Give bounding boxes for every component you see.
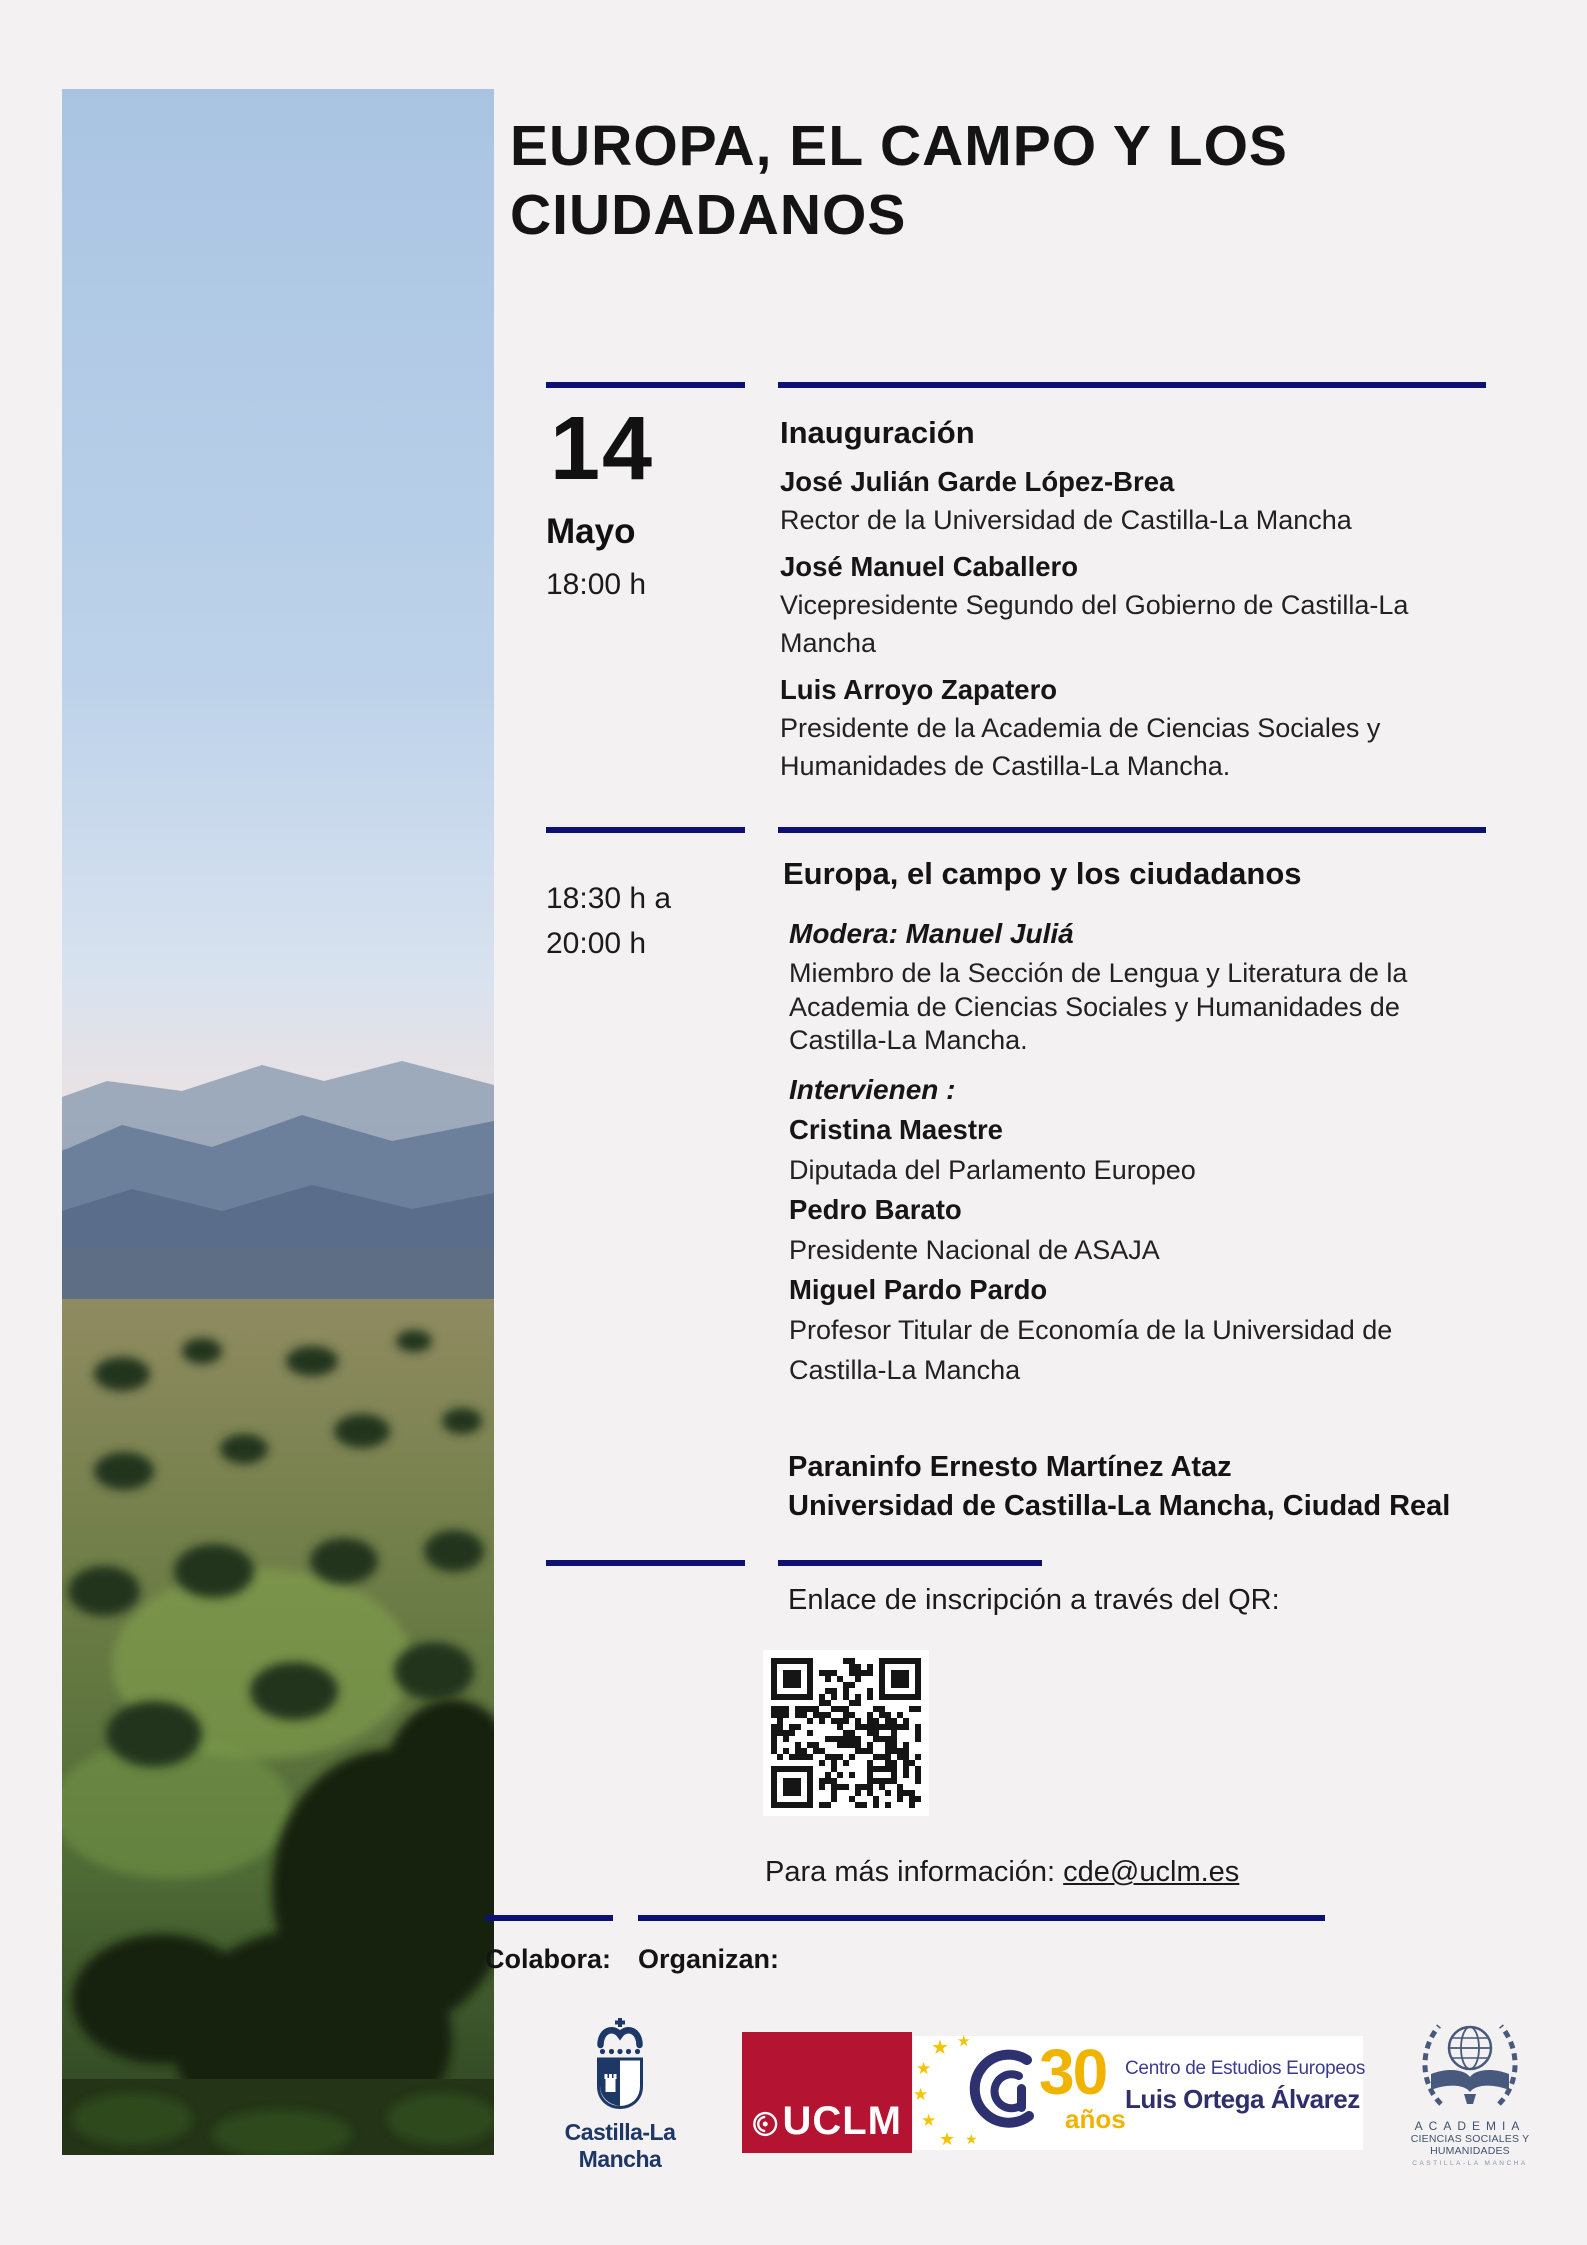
intervene-label: Intervienen : [789,1073,956,1105]
cee-name-line1: Centro de Estudios Europeos [1125,2058,1366,2079]
speaker-name: Miguel Pardo Pardo [789,1273,1048,1305]
landscape-illustration [62,89,494,2155]
moderator-label: Modera: Manuel Juliá [789,918,1074,949]
divider-line [778,382,1486,388]
uclm-logo-text: UCLM [782,2099,902,2143]
uclm-logo [742,2032,912,2153]
qr-code [763,1650,929,1816]
divider-line [638,1915,1325,1921]
cee-name-line2: Luis Ortega Álvarez [1125,2084,1360,2114]
speaker-entry [780,548,1486,662]
clm-emblem-icon [586,2018,654,2110]
castilla-la-mancha-logo [530,2018,710,2173]
speaker-name: Cristina Maestre [789,1113,1003,1145]
divider-line [546,1560,745,1566]
date-block [546,399,756,602]
divider-line [778,1560,1042,1566]
academia-name-line2: CIENCIAS SOCIALES Y HUMANIDADES [1410,2133,1530,2157]
contact-prefix: Para más información: [765,1856,1064,1888]
divider-line [778,827,1486,833]
moderator-block [789,918,1495,1058]
organiza-label: Organizan: [638,1944,780,1974]
divider-line [485,1915,613,1921]
session-heading: Inauguración [780,415,975,450]
academia-name-line1: ACADEMIA [1414,2119,1526,2133]
speaker-entry [789,1190,1495,1270]
venue-line2: Universidad de Castilla-La Mancha, Ciudad Real [788,1490,1451,1522]
eu-star-icon: ★ [916,2059,932,2078]
time-label: 18:00 h [546,568,647,601]
academia-emblem-icon [1409,2012,1531,2112]
speaker-role: Presidente Nacional de ASAJA [789,1234,1160,1265]
venue-block [788,1448,1548,1526]
speaker-role: Presidente de la Academia de Ciencias Sociales y Humanidades de Castilla-La Mancha. [780,713,1381,781]
cee-badge-label: años [1065,2104,1126,2134]
clm-logo-text: Castilla-La Mancha [564,2119,676,2172]
speaker-entry [789,1270,1495,1390]
speaker-name: Luis Arroyo Zapatero [780,674,1058,705]
eu-star-icon: ★ [931,2037,949,2059]
landscape-photo [62,89,494,2155]
eu-star-icon: ★ [957,2033,971,2050]
speaker-name: José Julián Garde López-Brea [780,466,1175,497]
venue-line1: Paraninfo Ernesto Martínez Ataz [788,1451,1232,1483]
contact-line [765,1856,1239,1889]
speaker-name: Pedro Barato [789,1193,962,1225]
speaker-role: Profesor Titular de Economía de la Universidad de Castilla-La Mancha [789,1314,1393,1385]
moderator-description: Miembro de la Sección de Lengua y Literatura de la Academia de Ciencias Sociales y Humanidades de Castilla-La Mancha. [789,958,1408,1055]
divider-line [546,827,745,833]
session-heading: Europa, el campo y los ciudadanos [783,856,1302,891]
speaker-role: Vicepresidente Segundo del Gobierno de Castilla-La Mancha [780,590,1409,658]
eu-star-icon: ★ [939,2129,956,2149]
academia-logo [1375,2012,1565,2167]
uclm-emblem-icon [752,2107,778,2141]
centro-estudios-europeos-logo [913,2033,1366,2150]
cee-text-block [1125,2058,1365,2115]
eu-star-icon: ★ [921,2111,937,2130]
speaker-entry [780,671,1486,785]
page-title: EUROPA, EL CAMPO Y LOS CIUDADANOS [510,114,1288,247]
academia-name-line3: CASTILLA-LA MANCHA [1412,2160,1528,2167]
eu-star-icon: ★ [965,2131,978,2147]
speaker-role: Diputada del Parlamento Europeo [789,1154,1196,1185]
day-number: 14 [550,399,655,499]
speaker-entry [780,463,1486,539]
cee-badge-number: 30 [1039,2036,1107,2108]
speaker-entry [789,1110,1495,1190]
session-roundtable [783,856,1495,1390]
speaker-role: Rector de la Universidad de Castilla-La Mancha [780,505,1352,535]
month-label: Mayo [546,512,636,551]
colabora-label: Colabora: [485,1944,612,1974]
contact-email-link[interactable]: cde@uclm.es [1063,1856,1240,1888]
session-inauguracion [780,415,1486,794]
cee-mark-icon [961,2044,1041,2142]
divider-line [546,382,745,388]
speaker-name: José Manuel Caballero [780,551,1079,582]
eu-star-icon: ★ [913,2085,929,2104]
time-range-label: 18:30 h a 20:00 h [546,882,672,960]
inscription-label: Enlace de inscripción a través del QR: [788,1584,1280,1616]
